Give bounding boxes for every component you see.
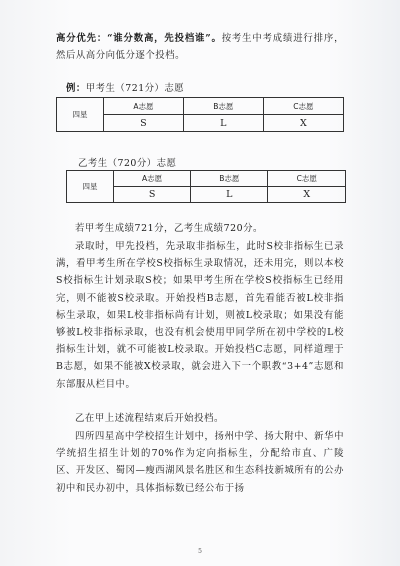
example-a-val-3: X: [263, 115, 343, 132]
example-a-col-2: B志愿: [183, 98, 263, 115]
example-a-row-header: 四星: [57, 98, 104, 132]
example-b-label: 乙考生（720分）志愿: [78, 158, 177, 169]
example-a-table: [56, 97, 344, 132]
example-b-val-1: S: [114, 187, 191, 203]
after-line: 乙在甲上述流程结束后开始投档。: [75, 413, 224, 424]
example-a-label: [66, 80, 184, 94]
example-a-col-1: A志愿: [104, 98, 184, 115]
scores-line: 若甲考生成绩721分，乙考生成绩720分。: [75, 223, 263, 234]
example-a-val-2: L: [183, 115, 263, 132]
intro-lead: 高分优先：“谁分数高，先投档谁”。: [56, 33, 222, 44]
example-b-val-3: X: [268, 187, 346, 203]
quota-paragraph: 四所四星高中学校招生计划中，扬州中学、扬大附中、新华中学统招生招生计划的70%作为定向指标生，分配给市直、广陵区、开发区、蜀冈—瘦西湖风景名胜区和生态科技新城所有的公办初中和民办初中，具体指标数已经公布于扬: [56, 431, 344, 494]
example-b-col-3: C志愿: [268, 171, 346, 187]
intro-rest: 按考生中考成绩进行排序，然后从高分向低分逐个投档。: [56, 33, 344, 62]
intro-paragraph: [56, 30, 344, 64]
example-a-val-1: S: [104, 115, 184, 132]
process-paragraph: 录取时，甲先投档，先录取非指标生，此时S校非指标生已录满，看甲考生所在学校S校指标生录取情况，还未用完，则以本校S校指标生计划录取S校；如果甲考生所在学校S校指标生已经用完，则不能被S校录取。开始投档B志愿，首先看能否被L校非指标生录取，如果L校非指标尚有计划，则被L校录取；如果没有能够被L校非指标录取，也没有机会使用甲同学所在初中学校的L校指标生计划，就不可能被L校录取。开始投档C志愿，同样道理于B志愿，如果不能被X校录取，就会进入下一个职教“3+4”志愿和东部服从栏目中。: [56, 241, 344, 390]
example-b-row-header: 四星: [67, 171, 114, 203]
example-b-val-2: L: [191, 187, 268, 203]
example-a-col-3: C志愿: [263, 98, 343, 115]
example-b-col-1: A志愿: [114, 171, 191, 187]
page-number: 5: [198, 548, 202, 555]
example-a-label-lead: 例：: [66, 83, 86, 94]
example-b-col-2: B志愿: [191, 171, 268, 187]
example-a-label-rest: 甲考生（721分）志愿: [85, 83, 185, 94]
example-b-table: [66, 170, 346, 203]
